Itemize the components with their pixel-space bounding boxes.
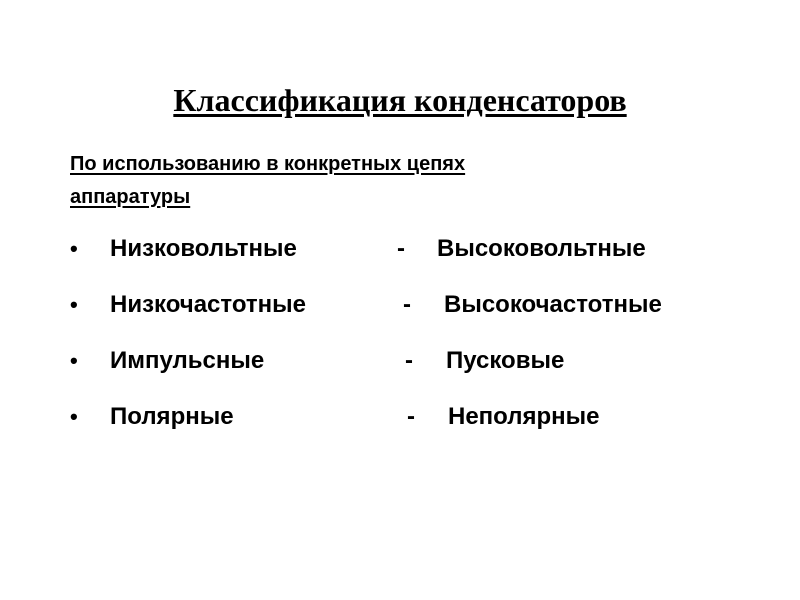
right-term: Пусковые xyxy=(446,347,565,374)
separator-dash: - xyxy=(405,347,413,374)
classification-list xyxy=(70,229,770,453)
slide-title: Классификация конденсаторов xyxy=(173,82,627,118)
left-term: Низкочастотные xyxy=(110,291,306,318)
list-item xyxy=(70,341,770,381)
bullet-icon: • xyxy=(70,236,78,261)
separator-dash: - xyxy=(407,403,415,430)
left-term: Импульсные xyxy=(110,347,265,374)
bullet-icon: • xyxy=(70,292,78,317)
right-term: Высокочастотные xyxy=(444,291,662,318)
separator-dash: - xyxy=(397,235,405,262)
bullet-icon: • xyxy=(70,348,78,373)
right-term: Высоковольтные xyxy=(437,235,646,262)
separator-dash: - xyxy=(403,291,411,318)
left-term: Полярные xyxy=(110,403,234,430)
slide-subtitle xyxy=(70,148,670,214)
list-item xyxy=(70,285,770,325)
bullet-icon: • xyxy=(70,404,78,429)
left-term: Низковольтные xyxy=(110,235,297,262)
list-item xyxy=(70,397,770,437)
list-item xyxy=(70,229,770,269)
subtitle-line-2: аппаратуры xyxy=(70,186,191,208)
subtitle-line-1: По использованию в конкретных цепях xyxy=(70,153,466,175)
right-term: Неполярные xyxy=(448,403,600,430)
